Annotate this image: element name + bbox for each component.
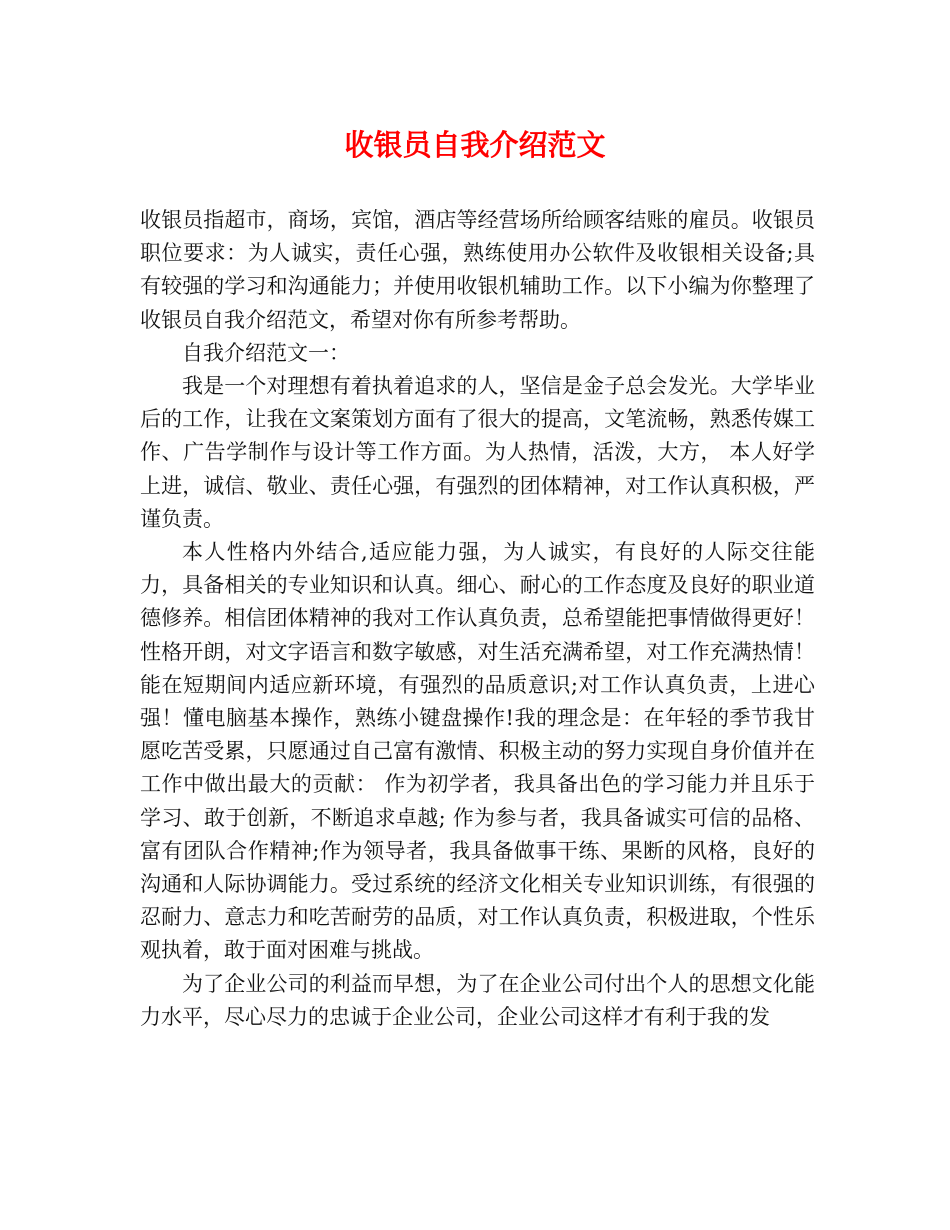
intro-paragraph: 收银员指超市，商场，宾馆，酒店等经营场所给顾客结账的雇员。收银员职位要求：为人诚实，责任心强，熟练使用办公软件及收银相关设备;具有较强的学习和沟通能力；并使用收银机辅助工作。以下小编为你整理了收银员自我介绍范文，希望对你有所参考帮助。 [140, 208, 815, 332]
section-heading: 自我介绍范文一： [182, 340, 350, 365]
document-body [140, 204, 815, 1034]
document-title: 收银员自我介绍范文 [344, 128, 606, 162]
body-paragraph: 我是一个对理想有着执着追求的人，坚信是金子总会发光。大学毕业后的工作，让我在文案策划方面有了很大的提高，文笔流畅，熟悉传媒工作、广告学制作与设计等工作方面。为人热情，活泼，大方， 本人好学上进，诚信、敬业、责任心强，有强烈的团体精神，对工作认真积极，严谨负责。 [140, 374, 815, 531]
body-paragraph: 本人性格内外结合,适应能力强，为人诚实，有良好的人际交往能力，具备相关的专业知识和认真。细心、耐心的工作态度及良好的职业道德修养。相信团体精神的我对工作认真负责，总希望能把事情做得更好！性格开朗，对文字语言和数字敏感，对生活充满希望，对工作充满热情！能在短期间内适应新环境，有强烈的品质意识;对工作认真负责，上进心强！懂电脑基本操作，熟练小键盘操作!我的理念是：在年轻的季节我甘愿吃苦受累，只愿通过自己富有激情、积极主动的努力实现自身价值并在工作中做出最大的贡献： 作为初学者，我具备出色的学习能力并且乐于学习、敢于创新，不断追求卓越; 作为参与者，我具备诚实可信的品格、富有团队合作精神;作为领导者，我具备做事干练、果断的风格，良好的沟通和人际协调能力。受过系统的经济文化相关专业知识训练，有很强的忍耐力、意志力和吃苦耐劳的品质，对工作认真负责，积极进取，个性乐观执着，敢于面对困难与挑战。 [140, 540, 815, 963]
body-paragraph: 为了企业公司的利益而早想，为了在企业公司付出个人的思想文化能力水平，尽心尽力的忠诚于企业公司，企业公司这样才有利于我的发 [140, 971, 815, 1029]
